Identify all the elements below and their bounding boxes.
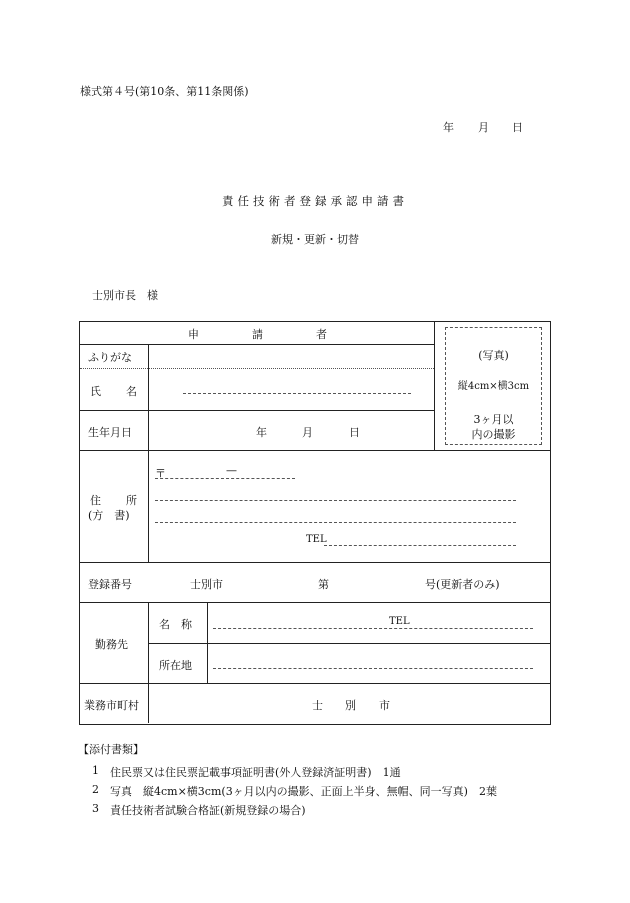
postal-code-line[interactable] — [155, 478, 295, 479]
name-label-1: 氏 — [90, 385, 101, 398]
address-label-2: 所 — [126, 494, 137, 507]
registration-dai: 第 — [318, 578, 329, 591]
applicant-header-1: 申 — [188, 328, 199, 341]
registration-suffix: 号(更新者のみ) — [425, 578, 500, 591]
furigana-label: ふりがな — [88, 351, 132, 364]
name-label-2: 名 — [126, 385, 137, 398]
workplace-location-line[interactable] — [213, 668, 533, 669]
address-line-2[interactable] — [155, 522, 516, 523]
workplace-tel-label: TEL — [389, 616, 410, 627]
address-sub-label: (方 書) — [88, 509, 130, 522]
city-value-3: 市 — [379, 699, 390, 712]
address-tel-line[interactable] — [324, 545, 516, 546]
attachment-text: 責任技術者試験合格証(新規登録の場合) — [110, 804, 306, 817]
attachment-num: 3 — [92, 802, 99, 815]
document-title: 責任技術者登録承認申請書 — [222, 194, 408, 208]
workplace-location-label: 所在地 — [159, 659, 192, 672]
address-label-1: 住 — [90, 494, 101, 507]
city-value-1: 士 — [312, 699, 323, 712]
photo-line-1: (写真) — [478, 349, 509, 362]
attachment-text: 写真 縦4cm×横3cm(3ヶ月以内の撮影、正面上半身、無帽、同一写真) 2葉 — [110, 785, 497, 798]
postal-mark: 〒 — [155, 467, 166, 480]
applicant-header-2: 請 — [252, 328, 263, 341]
workplace-name-line[interactable] — [213, 628, 533, 629]
photo-line-2: 縦4cm×横3cm — [457, 381, 530, 392]
name-field-line[interactable] — [183, 393, 411, 394]
registration-label: 登録番号 — [88, 578, 132, 591]
date-month: 月 — [478, 121, 489, 134]
workplace-label: 勤務先 — [95, 638, 128, 651]
photo-line-3: 3ヶ月以 — [473, 413, 514, 426]
form-number: 様式第４号(第10条、第11条関係) — [80, 85, 249, 98]
attachment-num: 1 — [92, 764, 99, 777]
city-label: 業務市町村 — [84, 699, 139, 712]
attachment-text: 住民票又は住民票記載事項証明書(外人登録済証明書) 1通 — [110, 766, 401, 779]
photo-line-4: 内の撮影 — [471, 428, 516, 441]
address-tel-label: TEL — [306, 534, 327, 545]
postal-dash: — — [226, 464, 237, 477]
city-value-2: 別 — [345, 699, 356, 712]
registration-city: 士別市 — [190, 578, 223, 591]
date-year: 年 — [443, 121, 454, 134]
addressee: 士別市長 様 — [92, 289, 158, 302]
attachment-num: 2 — [92, 783, 99, 796]
address-line-1[interactable] — [155, 500, 516, 501]
workplace-name-label: 名 称 — [159, 618, 192, 631]
birth-year: 年 — [256, 426, 267, 439]
applicant-header-3: 者 — [316, 328, 327, 341]
document-subtitle: 新規・更新・切替 — [271, 233, 359, 246]
birth-month: 月 — [302, 426, 313, 439]
date-day: 日 — [512, 121, 523, 134]
birth-day: 日 — [349, 426, 360, 439]
attachments-heading: 【添付書類】 — [78, 743, 144, 756]
birth-label: 生年月日 — [88, 426, 132, 439]
